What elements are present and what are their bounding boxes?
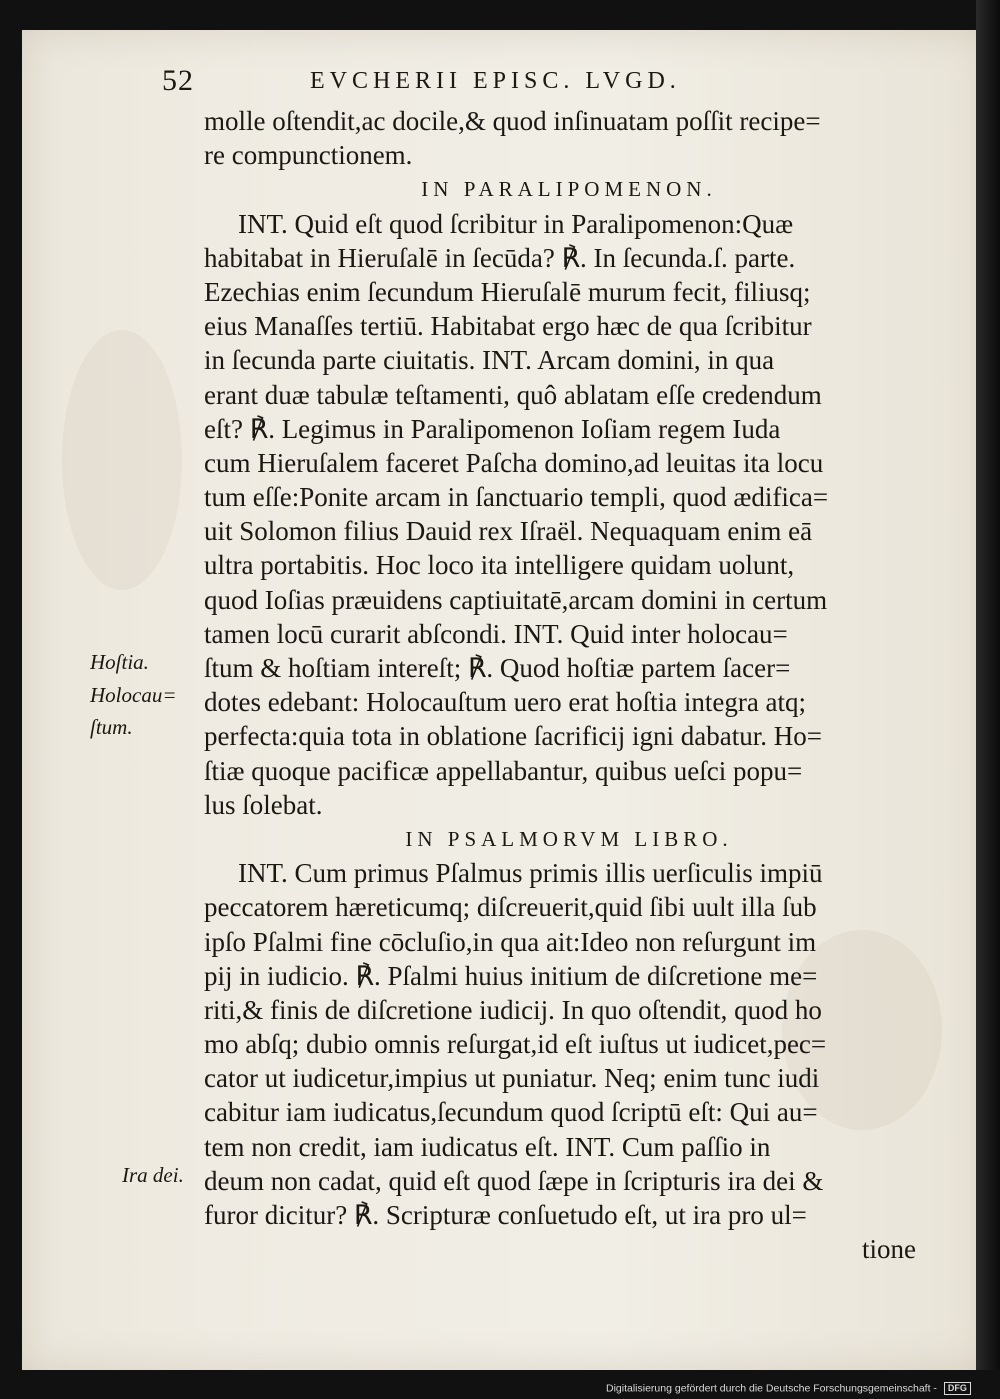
- text-line: ſtiæ quoque pacificæ appellabantur, quibus ueſci popu=: [204, 755, 803, 786]
- text-line: dotes edebant: Holocauſtum uero erat hoſtia integra atq;: [204, 687, 807, 718]
- margin-note-ira-dei: Ira dei.: [122, 1163, 184, 1187]
- text-line: molle oſtendit,ac docile,& quod inſinuatam poſſit recipe=: [204, 106, 821, 136]
- text-line: peccatorem hæreticumq; diſcreuerit,quid ſibi uult illa ſub: [204, 892, 817, 923]
- text-line: habitabat in Hieruſalē in ſecūda? ℟. In ſecunda.ſ. parte.: [204, 242, 796, 273]
- text-line: tione: [862, 1234, 916, 1265]
- text-line: cabitur iam iudicatus,ſecundum quod ſcriptū eſt: Qui au=: [204, 1097, 818, 1128]
- text-line: eius Manaſſes tertiū. Habitabat ergo hæc de qua ſcribitur: [204, 311, 812, 342]
- text-line: mo abſq; dubio omnis reſurgat,id eſt iuſtus ut iudicet,pec=: [204, 1029, 827, 1060]
- credit-text: Digitalisierung gefördert durch die Deutsche Forschungsgemeinschaft -: [606, 1382, 937, 1395]
- text-line: tem non credit, iam iudicatus eſt. INT. Cum paſſio in: [204, 1131, 771, 1162]
- text-line: riti,& finis de diſcretione iudicij. In quo oſtendit, quod ho: [204, 994, 822, 1025]
- text-line: ipſo Pſalmi fine cōcluſio,in qua ait:Ideo non reſurgunt im: [204, 926, 817, 957]
- text-line: Ezechias enim ſecundum Hieruſalē murum fecit, filiusq;: [204, 276, 811, 307]
- text-line: cator ut iudicetur,impius ut puniatur. Neq; enim tunc iudi: [204, 1063, 820, 1094]
- page-edge-shadow: [976, 0, 1000, 1370]
- text-line: lus ſolebat.: [204, 789, 323, 820]
- running-title: EVCHERII EPISC. LVGD.: [310, 68, 681, 94]
- text-line: furor dicitur? ℟. Scripturæ conſuetudo eſt, ut ira pro ul=: [204, 1200, 807, 1230]
- text-line: cum Hieruſalem faceret Paſcha domino,ad leuitas ita locu: [204, 447, 824, 478]
- text-line: quod Ioſias præuidens captiuitatē,arcam domini in certum: [204, 584, 828, 615]
- page-number: 52: [162, 64, 194, 97]
- dfg-logo: DFG: [944, 1382, 971, 1395]
- section-heading: IN PSALMORVM LIBRO.: [405, 826, 733, 851]
- text-line: ſtum & hoſtiam intereſt; ℟. Quod hoſtiæ partem ſacer=: [204, 653, 791, 683]
- running-head: [150, 64, 950, 104]
- digitization-credit: [606, 1382, 971, 1395]
- body-text: [204, 104, 934, 1266]
- text-line: eſt? ℟. Legimus in Paralipomenon Ioſiam regem Iuda: [204, 413, 781, 444]
- text-line: re compunctionem.: [204, 140, 413, 171]
- text-line: tum eſſe:Ponite arcam in ſanctuario templi, quod ædifica=: [204, 482, 829, 513]
- text-line: pij in iudicio. ℟. Pſalmi huius initium de diſcretione me=: [204, 960, 818, 991]
- text-line: in ſecunda parte ciuitatis. INT. Arcam domini, in qua: [204, 345, 775, 376]
- section-heading: IN PARALIPOMENON.: [421, 177, 717, 202]
- text-line: tamen locū curarit abſcondi. INT. Quid inter holocau=: [204, 618, 788, 649]
- paper-stain: [62, 330, 182, 590]
- text-line: deum non cadat, quid eſt quod ſæpe in ſcripturis ira dei &: [204, 1165, 824, 1196]
- text-line: uit Solomon filius Dauid rex Iſraël. Nequaquam enim eā: [204, 516, 813, 547]
- text-line: erant duæ tabulæ teſtamenti, quô ablatam eſſe credendum: [204, 379, 822, 410]
- margin-note-holocaustum: Holocau=: [90, 683, 177, 707]
- text-line: INT. Quid eſt quod ſcribitur in Paralipomenon:Quæ: [238, 208, 794, 239]
- margin-note-hostia: Hoſtia.: [90, 650, 149, 674]
- text-line: INT. Cum primus Pſalmus primis illis uerſiculis impiū: [238, 858, 823, 889]
- margin-note-holocaustum-continued: ſtum.: [90, 715, 133, 739]
- text-line: perfecta:quia tota in oblatione ſacrificij igni dabatur. Ho=: [204, 721, 823, 752]
- text-line: ultra portabitis. Hoc loco ita intelligere quidam uolunt,: [204, 550, 795, 581]
